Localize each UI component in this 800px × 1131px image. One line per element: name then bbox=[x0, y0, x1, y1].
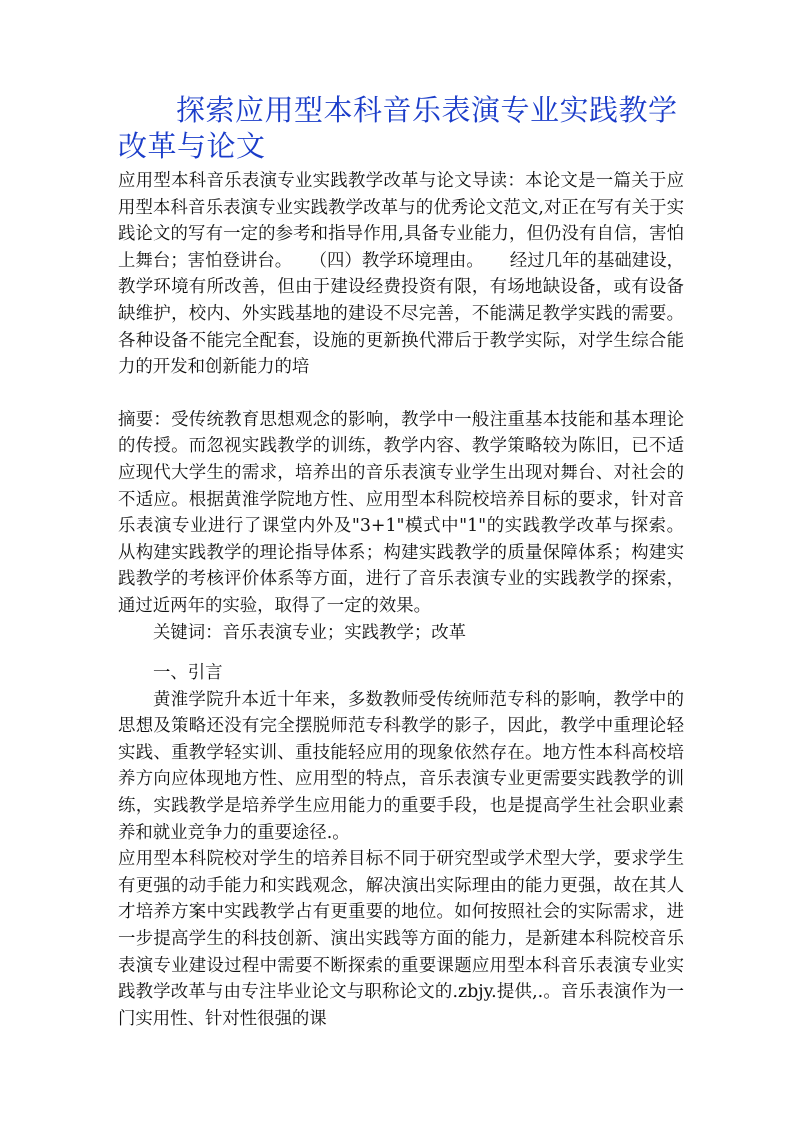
document-page bbox=[118, 92, 684, 1032]
abstract-paragraph: 摘要：受传统教育思想观念的影响，教学中一般注重基本技能和基本理论的传授。而忽视实践教学的训练，教学内容、教学策略较为陈旧，已不适应现代大学生的需求，培养出的音乐表演专业学生出现对舞台、对社会的不适应。根据黄淮学院地方性、应用型本科院校培养目标的要求，针对音乐表演专业进行了课堂内外及"3+1"模式中"1"的实践教学改革与探索。从构建实践教学的理论指导体系；构建实践教学的质量保障体系；构建实践教学的考核评价体系等方面，进行了音乐表演专业的实践教学的探索，通过近两年的实验，取得了一定的效果。 bbox=[118, 409, 684, 616]
body-paragraph-2: 应用型本科院校对学生的培养目标不同于研究型或学术型大学，要求学生有更强的动手能力和实践观念，解决演出实际理由的能力更强，故在其人才培养方案中实践教学占有更重要的地位。如何按照社会的实际需求，进一步提高学生的科技创新、演出实践等方面的能力，是新建本科院校音乐表演专业建设过程中需要不断探索的重要课题应用型本科音乐表演专业实践教学改革与由专注毕业论文与职称论文的.zbjy.提供,.。音乐表演作为一门实用性、针对性很强的课 bbox=[118, 849, 684, 1029]
document-title: 探索应用型本科音乐表演专业实践教学改革与论文 bbox=[118, 93, 678, 163]
section-heading-introduction: 一、引言 bbox=[153, 663, 223, 684]
body-paragraph-1: 黄淮学院升本近十年来，多数教师受传统师范专科的影响，教学中的思想及策略还没有完全摆脱师范专科教学的影子，因此，教学中重理论轻实践、重教学轻实训、重技能轻应用的现象依然存在。地方性本科高校培养方向应体现地方性、应用型的特点，音乐表演专业更需要实践教学的训练，实践教学是培养学生应用能力的重要手段，也是提高学生社会职业素养和就业竞争力的重要途径.。 bbox=[118, 689, 684, 843]
keywords-line: 关键词：音乐表演专业；实践教学；改革 bbox=[153, 622, 467, 643]
spacer bbox=[118, 646, 684, 660]
spacer bbox=[118, 381, 684, 407]
intro-paragraph: 应用型本科音乐表演专业实践教学改革与论文导读：本论文是一篇关于应用型本科音乐表演专业实践教学改革与的优秀论文范文,对正在写有关于实践论文的写有一定的参考和指导作用,具备专业能力，但仍没有自信，害怕上舞台；害怕登讲台。 （四）教学环境理由。 经过几年的基础建设，教学环境有所改善，但由于建设经费投资有限，有场地缺设备，或有设备缺维护，校内、外实践基地的建设不尽完善，不能满足教学实践的需要。各种设备不能完全配套，设施的更新换代滞后于教学实际，对学生综合能力的开发和创新能力的培 bbox=[118, 171, 684, 378]
